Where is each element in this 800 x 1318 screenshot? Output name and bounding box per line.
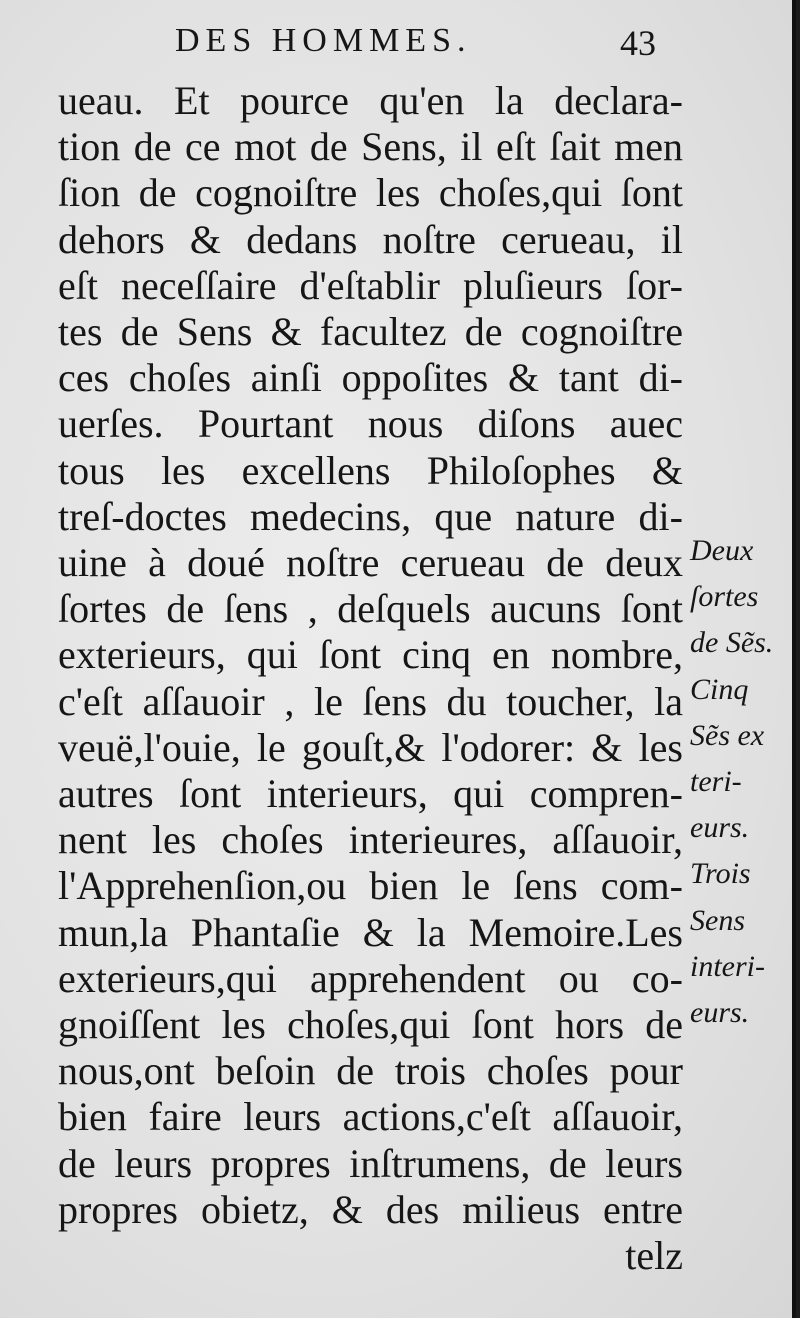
- text-line: bien faire leurs actions,c'eſt aſſauoir,: [58, 1094, 683, 1140]
- text-line: ſion de cognoiſtre les choſes,qui ſont: [58, 170, 683, 216]
- text-line: nent les choſes interieures, aſſauoir,: [58, 817, 683, 863]
- text-line: tes de Sens & facultez de cognoiſtre: [58, 309, 683, 355]
- text-line: gnoiſſent les choſes,qui ſont hors de: [58, 1002, 683, 1048]
- text-line: ueau. Et pource qu'en la declara-: [58, 78, 683, 123]
- text-line: treſ-doctes medecins, que nature di-: [58, 493, 683, 539]
- text-line: exterieurs, qui ſont cinq en nombre,: [58, 632, 683, 678]
- marginal-note-line: Trois: [690, 857, 751, 891]
- text-line: de leurs propres inſtrumens, de leurs: [58, 1140, 683, 1186]
- text-line: tous les excellens Philoſophes &: [58, 447, 683, 493]
- marginal-note-line: Cinq: [690, 672, 749, 706]
- text-line: c'eſt aſſauoir , le ſens du toucher, la: [58, 678, 683, 724]
- text-line: exterieurs,qui apprehendent ou co-: [58, 955, 683, 1001]
- marginal-note-line: de Sẽs.: [690, 626, 774, 660]
- marginal-note-line: ſortes: [690, 580, 759, 614]
- main-text-block: [58, 78, 683, 1279]
- marginal-note-line: Sẽs ex: [690, 718, 765, 752]
- text-line: autres ſont interieurs, qui compren-: [58, 771, 683, 817]
- text-line: dehors & dedans noſtre cerueau, il: [58, 216, 683, 262]
- text-line: tion de ce mot de Sens, il eſt ſait men: [58, 124, 683, 170]
- text-line: veuë,l'ouie, le gouſt,& l'odorer: & les: [58, 724, 683, 770]
- marginal-note-line: teri-: [690, 765, 742, 799]
- marginal-notes: [690, 528, 795, 1036]
- text-line: eſt neceſſaire d'eſtablir pluſieurs ſor-: [58, 262, 683, 308]
- text-line: ſortes de ſens , deſquels aucuns ſont: [58, 586, 683, 632]
- catchword: telz: [625, 1233, 683, 1279]
- running-head: DES HOMMES.: [175, 22, 472, 59]
- text-line: uerſes. Pourtant nous diſons auec: [58, 401, 683, 447]
- text-line: mun,la Phantaſie & la Memoire.Les: [58, 909, 683, 955]
- text-line: nous,ont beſoin de trois choſes pour: [58, 1048, 683, 1094]
- page-edge: [792, 0, 796, 1318]
- text-line: l'Apprehenſion,ou bien le ſens com-: [58, 863, 683, 909]
- marginal-note-line: interi-: [690, 949, 765, 983]
- page-number: 43: [620, 23, 656, 63]
- text-line: ces choſes ainſi oppoſites & tant di-: [58, 355, 683, 401]
- text-line: uine à doué noſtre cerueau de deux: [58, 540, 683, 586]
- marginal-note-line: Sens: [690, 903, 745, 937]
- marginal-note-line: eurs.: [690, 996, 750, 1030]
- text-line: propres obietz, & des milieus entre: [58, 1186, 683, 1232]
- marginal-note-line: eurs.: [690, 811, 750, 845]
- marginal-note-line: Deux: [690, 534, 754, 567]
